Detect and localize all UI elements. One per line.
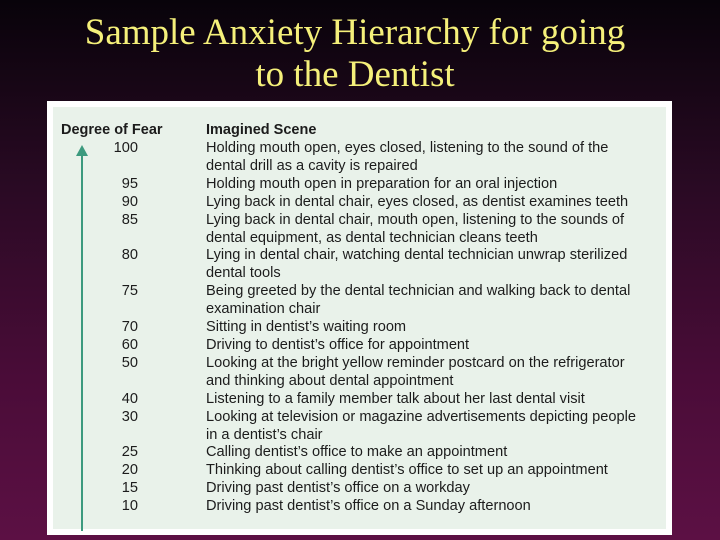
imagined-scene-text: [206, 337, 656, 355]
table-row: [53, 212, 666, 248]
table-row: [53, 409, 666, 445]
degree-of-fear-value: 70: [121, 319, 138, 336]
imagined-scene-line: Calling dentist’s office to make an appointment: [206, 444, 508, 461]
imagined-scene-text: [206, 498, 656, 516]
imagined-scene-line: Looking at the bright yellow reminder postcard on the refrigerator: [206, 354, 625, 371]
degree-of-fear-value: 60: [121, 336, 138, 353]
imagined-scene-line: Driving past dentist’s office on a workday: [206, 480, 470, 497]
imagined-scene-line: Lying back in dental chair, eyes closed, as dentist examines teeth: [206, 193, 629, 210]
slide-title-line-1: Sample Anxiety Hierarchy for going: [84, 12, 626, 53]
hierarchy-panel: [47, 101, 672, 535]
degree-of-fear-value: 50: [121, 354, 138, 371]
degree-of-fear-value: 90: [121, 193, 138, 210]
imagined-scene-text: [206, 444, 656, 462]
degree-of-fear-value: 25: [121, 444, 138, 461]
imagined-scene-text: [206, 140, 656, 176]
imagined-scene-line: Driving past dentist’s office on a Sunday afternoon: [206, 498, 531, 515]
imagined-scene-line: Holding mouth open, eyes closed, listening to the sound of the: [206, 140, 609, 156]
table-row: [53, 480, 666, 498]
degree-of-fear-value: 15: [121, 480, 138, 497]
table-row: [53, 462, 666, 480]
imagined-scene-line: Driving to dentist’s office for appointment: [206, 336, 470, 353]
imagined-scene-line: Being greeted by the dental technician and walking back to dental: [206, 283, 631, 300]
imagined-scene-line: Sitting in dentist’s waiting room: [206, 319, 407, 336]
imagined-scene-text: [206, 480, 656, 498]
imagined-scene-text: [206, 409, 656, 445]
table-row: [53, 319, 666, 337]
table-row: [53, 247, 666, 283]
imagined-scene-text: [206, 355, 656, 391]
table-row: [53, 444, 666, 462]
imagined-scene-text: [206, 247, 656, 283]
imagined-scene-text: [206, 176, 656, 194]
imagined-scene-line: Looking at television or magazine advertisements depicting people: [206, 408, 636, 425]
table-row: [53, 337, 666, 355]
imagined-scene-line: dental tools: [206, 265, 281, 282]
imagined-scene-text: [206, 212, 656, 248]
degree-of-fear-value: 40: [121, 390, 138, 407]
imagined-scene-line: Listening to a family member talk about her last dental visit: [206, 390, 585, 407]
table-row: [53, 283, 666, 319]
degree-of-fear-value: 75: [121, 283, 138, 300]
imagined-scene-line: Lying in dental chair, watching dental technician unwrap sterilized: [206, 247, 628, 264]
table-row: [53, 498, 666, 516]
degree-of-fear-value: 20: [121, 462, 138, 479]
table-row: [53, 140, 666, 176]
column-header-imagined-scene: Imagined Scene: [206, 122, 317, 138]
imagined-scene-line: and thinking about dental appointment: [206, 372, 454, 389]
imagined-scene-text: [206, 194, 656, 212]
imagined-scene-line: dental equipment, as dental technician cleans teeth: [206, 229, 538, 246]
degree-of-fear-value: 85: [121, 211, 138, 228]
imagined-scene-line: examination chair: [206, 301, 321, 318]
degree-of-fear-value: 95: [121, 175, 138, 192]
table-row: [53, 194, 666, 212]
slide-title-line-2: to the Dentist: [255, 54, 455, 95]
imagined-scene-text: [206, 319, 656, 337]
degree-of-fear-value: 10: [121, 498, 138, 515]
hierarchy-table: [53, 107, 666, 529]
slide-title: [0, 12, 710, 96]
imagined-scene-text: [206, 462, 656, 480]
degree-of-fear-value: 30: [121, 408, 138, 425]
degree-of-fear-value: 80: [121, 247, 138, 264]
column-header-degree-of-fear: Degree of Fear: [61, 122, 163, 138]
imagined-scene-line: Holding mouth open in preparation for an oral injection: [206, 175, 558, 192]
imagined-scene-line: Lying back in dental chair, mouth open, listening to the sounds of: [206, 211, 625, 228]
imagined-scene-text: [206, 283, 656, 319]
imagined-scene-line: in a dentist’s chair: [206, 426, 323, 443]
hierarchy-rows: [53, 140, 666, 516]
degree-of-fear-value: 100: [113, 140, 138, 156]
table-row: [53, 355, 666, 391]
imagined-scene-line: dental drill as a cavity is repaired: [206, 157, 418, 174]
table-row: [53, 176, 666, 194]
imagined-scene-line: Thinking about calling dentist’s office to set up an appointment: [206, 462, 608, 479]
imagined-scene-text: [206, 391, 656, 409]
table-row: [53, 391, 666, 409]
